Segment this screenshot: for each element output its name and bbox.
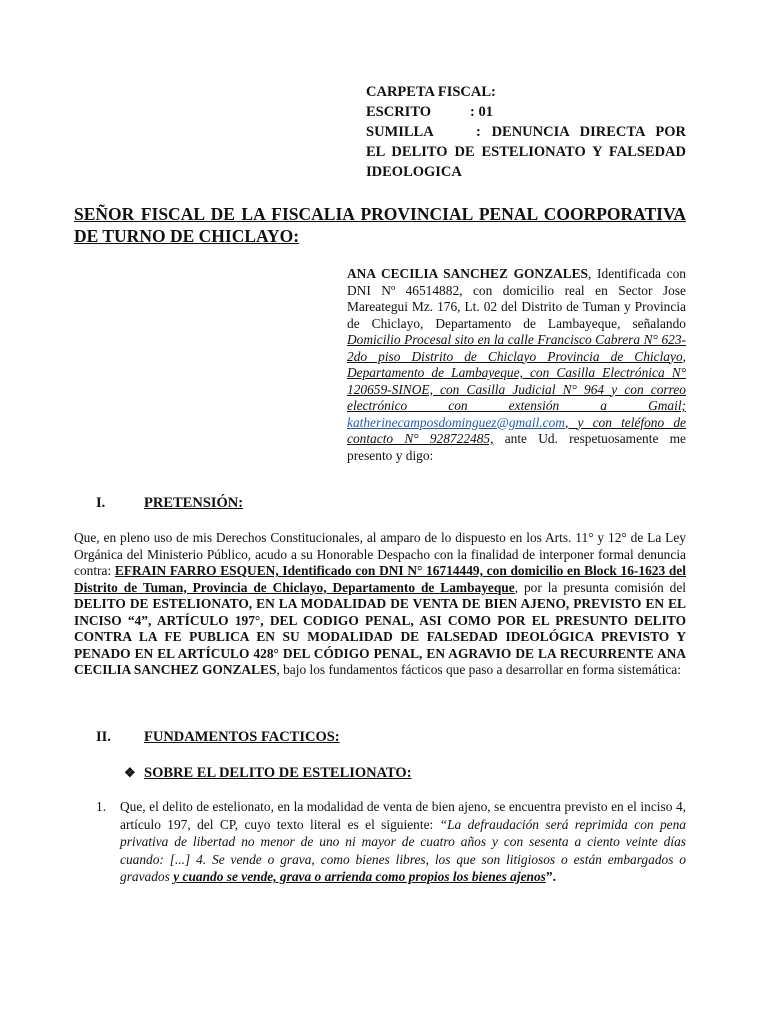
procedural-domicile: Domicilio Procesal sito en la calle Francisco Cabrera N° 623-2do piso Distrito de Chiclayo Provincia de Chiclayo, Departamento de Lambayeque, con Casilla Electrónica N° 120659-SINOE, con Casilla Judicial N° 964 y con correo electrónico con extensión a Gmail;: [347, 332, 686, 413]
party-name: ANA CECILIA SANCHEZ GONZALES: [347, 266, 589, 281]
pretension-intro: Que, en pleno uso de mis Derechos Constitucionales, al amparo de lo dispuesto en los Arts. 11° y 12° de La Ley Orgánica del Ministerio Público, acudo a su Honorable Despacho con la finalidad de interponer formal denuncia contra:: [74, 530, 686, 578]
diamond-bullet-icon: ❖: [124, 765, 136, 780]
item-intro: Que, el delito de estelionato, en la modalidad de venta de bien ajeno, se encuentra previsto en el inciso 4, artículo 197, del CP, cuyo texto literal es el siguiente:: [120, 799, 686, 832]
addressee-heading: SEÑOR FISCAL DE LA FISCALIA PROVINCIAL PENAL COORPORATIVA DE TURNO DE CHICLAYO:: [74, 204, 686, 246]
subsection-title: SOBRE EL DELITO DE ESTELIONATO:: [144, 765, 412, 781]
pretension-closing: , bajo los fundamentos fácticos que paso a desarrollar en forma sistemática:: [276, 662, 681, 677]
party-details: , Identificada con DNI Nº 46514882, con domicilio real en Sector Jose Mareategui Mz. 176, Lt. 02 del Distrito de Tuman y Provincia de Chiclayo, Departamento de Lambayeque, señalando: [347, 266, 686, 331]
sumilla-value: : DENUNCIA DIRECTA POR EL DELITO DE ESTELIONATO Y FALSEDAD IDEOLOGICA: [366, 124, 686, 180]
sumilla-label: SUMILLA: [366, 124, 434, 140]
crime-description: DELITO DE ESTELIONATO, EN LA MODALIDAD DE VENTA DE BIEN AJENO, PREVISTO EN EL INCISO “4”, ARTÍCULO 197°, DEL CODIGO PENAL, ASI COMO POR EL PRESUNTO DELITO CONTRA LA FE PUBLICA EN SU MODALIDAD DE FALSEDAD IDEOLÓGICA PREVISTO Y PENADO EN EL ARTÍCULO 428° DEL CÓDIGO PENAL, EN AGRAVIO DE LA RECURRENTE ANA CECILIA SANCHEZ GONZALES: [74, 596, 686, 677]
email-link[interactable]: katherinecamposdominguez@gmail.com: [347, 414, 565, 430]
party-identification: [347, 266, 686, 464]
legal-quote-emphasis: y cuando se vende, grava o arrienda como propios los bienes ajenos: [173, 869, 546, 884]
party-closing: ante Ud. respetuosamente me presento y digo:: [347, 431, 686, 463]
escrito-row: [366, 102, 686, 122]
list-item-number: 1.: [96, 799, 107, 814]
section-number: II.: [96, 729, 111, 745]
section-number: I.: [96, 495, 106, 511]
carpeta-fiscal-label: CARPETA FISCAL:: [366, 84, 496, 100]
list-item-body: [120, 798, 686, 886]
section-title: PRETENSIÓN:: [144, 495, 244, 511]
section-title: FUNDAMENTOS FACTICOS:: [144, 729, 340, 745]
escrito-label: ESCRITO: [366, 104, 432, 120]
escrito-value: : 01: [470, 104, 493, 120]
sumilla-row: [366, 122, 686, 182]
subsection-estelionato-heading: [124, 764, 412, 782]
contact-phone: , y con teléfono de contacto N° 928722485,: [347, 414, 686, 446]
accused-identification: EFRAIN FARRO ESQUEN, Identificado con DNI N° 16714449, con domicilio en Block 16-1623 del Distrito de Tuman, Provincia de Chiclayo, Departamento de Lambayeque: [74, 563, 686, 595]
legal-quote-end: ”.: [545, 869, 556, 884]
pretension-connector: , por la presunta comisión del: [514, 579, 686, 595]
pretension-paragraph: [74, 530, 686, 679]
legal-quote: “La defraudación será reprimida con pena privativa de libertad no menor de uno ni mayor de cuatro años y con sesenta a ciento veinte días cuando: [...] 4. Se vende o grava, como bienes libres, los que son litigiosos o están embargados o gravados: [120, 816, 686, 884]
case-header: [366, 82, 686, 182]
